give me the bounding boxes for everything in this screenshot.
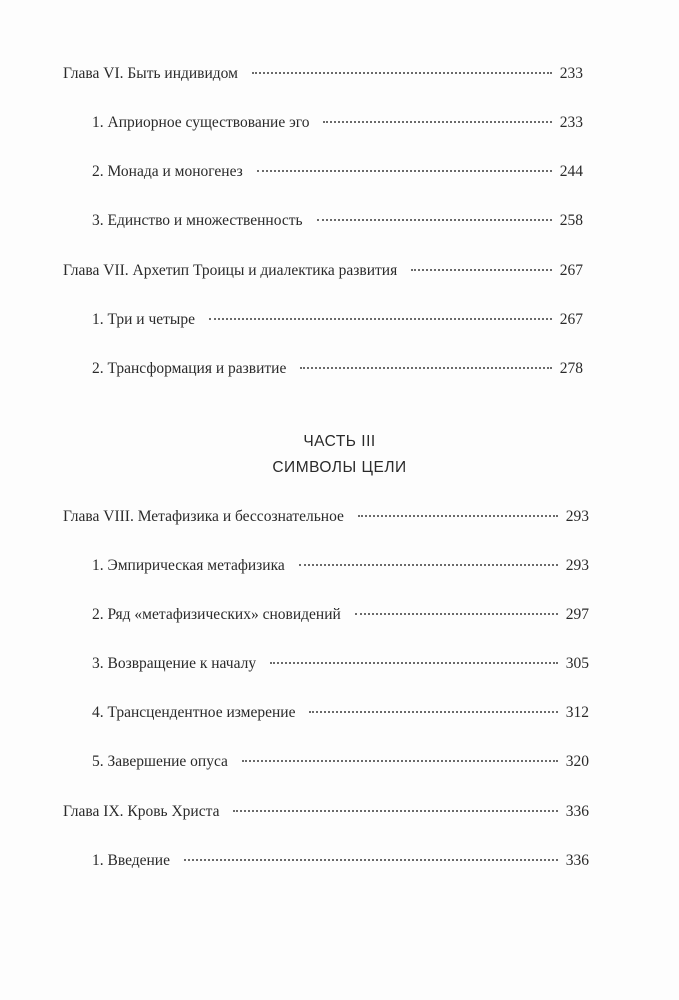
- toc-entry-page: 305: [565, 655, 589, 672]
- toc-entry-page: 233: [559, 114, 583, 131]
- toc-section-6-3: [92, 211, 583, 231]
- toc-entry-title: 1. Эмпирическая метафизика: [92, 557, 285, 574]
- dot-leader: [358, 515, 558, 517]
- toc-entry-title: 1. Три и четыре: [92, 311, 195, 328]
- toc-entry-page: 293: [565, 508, 589, 525]
- toc-entry-page: 297: [565, 606, 589, 623]
- dot-leader: [242, 760, 558, 762]
- toc-entry-page: 320: [565, 753, 589, 770]
- dot-leader: [355, 613, 558, 615]
- part-title: СИМВОЛЫ ЦЕЛИ: [272, 459, 407, 476]
- toc-entry-page: 244: [559, 163, 583, 180]
- dot-leader: [270, 662, 558, 664]
- dot-leader: [411, 269, 552, 271]
- toc-section-8-3: [92, 654, 589, 674]
- toc-entry-title: 1. Введение: [92, 852, 170, 869]
- toc-entry-page: 233: [559, 65, 583, 82]
- toc-section-8-4: [92, 703, 589, 723]
- dot-leader: [184, 859, 558, 861]
- toc-section-8-5: [92, 752, 589, 772]
- toc-section-8-2: [92, 605, 589, 625]
- toc-entry-page: 293: [565, 557, 589, 574]
- toc-section-8-1: [92, 556, 589, 576]
- dot-leader: [300, 367, 551, 369]
- toc-chapter-7: [63, 261, 583, 281]
- toc-entry-title: 3. Возвращение к началу: [92, 655, 257, 672]
- toc-section-9-1: [92, 851, 589, 871]
- toc-entry-page: 312: [565, 704, 589, 721]
- toc-entry-page: 278: [559, 360, 583, 377]
- toc-entry-title: 5. Завершение опуса: [92, 753, 228, 770]
- toc-entry-page: 336: [565, 803, 589, 820]
- toc-chapter-6: [63, 64, 583, 84]
- toc-entry-title: 4. Трансцендентное измерение: [92, 704, 296, 721]
- toc-section-7-1: [92, 310, 583, 330]
- dot-leader: [252, 72, 552, 74]
- toc-entry-title: 1. Априорное существование эго: [92, 114, 310, 131]
- dot-leader: [323, 121, 551, 123]
- toc-entry-page: 267: [559, 262, 583, 279]
- toc-entry-title: Глава VIII. Метафизика и бессознательное: [63, 508, 344, 525]
- toc-entry-title: 3. Единство и множественность: [92, 212, 303, 229]
- dot-leader: [257, 170, 552, 172]
- toc-entry-page: 258: [559, 212, 583, 229]
- toc-entry-title: 2. Трансформация и развитие: [92, 360, 287, 377]
- dot-leader: [233, 810, 557, 812]
- toc-section-6-1: [92, 113, 583, 133]
- dot-leader: [309, 711, 557, 713]
- toc-entry-page: 267: [559, 311, 583, 328]
- toc-entry-title: Глава VI. Быть индивидом: [63, 65, 238, 82]
- dot-leader: [209, 318, 552, 320]
- toc-entry-title: 2. Монада и моногенез: [92, 163, 243, 180]
- toc-section-7-2: [92, 359, 583, 379]
- dot-leader: [299, 564, 558, 566]
- toc-entry-title: 2. Ряд «метафизических» сновидений: [92, 606, 341, 623]
- part-label: ЧАСТЬ III: [303, 433, 376, 450]
- toc-entry-title: Глава VII. Архетип Троицы и диалектика развития: [63, 262, 398, 279]
- dot-leader: [317, 219, 552, 221]
- toc-section-6-2: [92, 162, 583, 182]
- toc-entry-page: 336: [565, 852, 589, 869]
- toc-entry-title: Глава IX. Кровь Христа: [63, 803, 220, 820]
- toc-chapter-8: [63, 507, 589, 527]
- toc-chapter-9: [63, 802, 589, 822]
